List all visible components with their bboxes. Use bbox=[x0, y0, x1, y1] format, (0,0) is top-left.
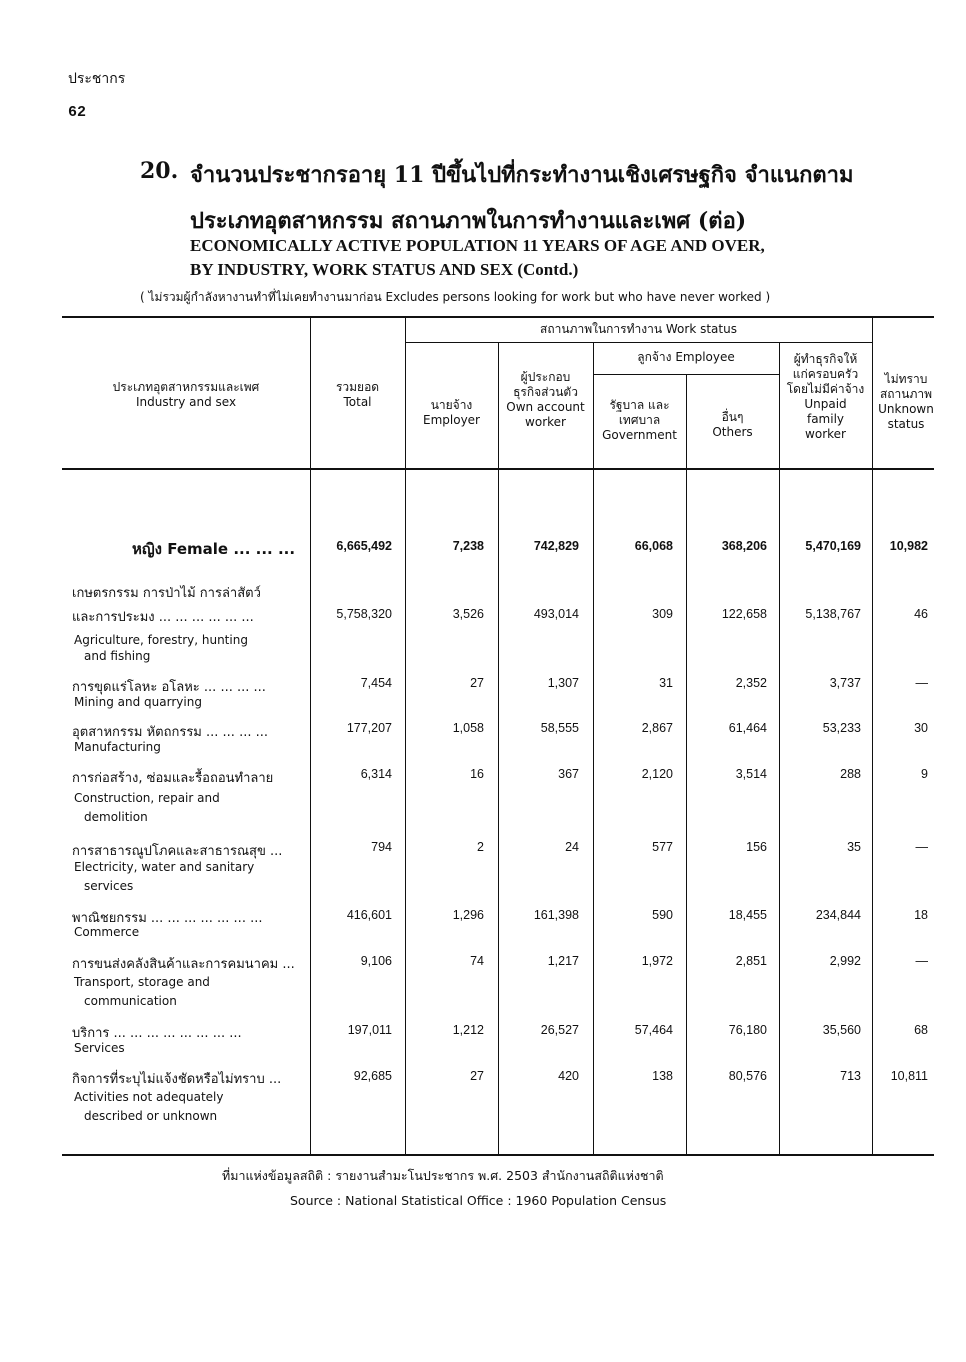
header-unknown-th2: สถานภาพ bbox=[879, 387, 933, 401]
row-label-en: Agriculture, forestry, hunting bbox=[74, 633, 248, 647]
cell-government: 309 bbox=[652, 607, 673, 621]
header-unpaid-th1: ผู้ทำธุรกิจให้ bbox=[793, 352, 858, 366]
row-label-th: พาณิชยกรรม ... ... ... ... ... ... ... bbox=[72, 911, 263, 926]
cell-own-account: 420 bbox=[558, 1069, 579, 1083]
cell-employer: 74 bbox=[470, 954, 484, 968]
row-label-en: communication bbox=[84, 994, 177, 1008]
cell-unknown: 46 bbox=[914, 607, 928, 621]
cell-employer: 1,296 bbox=[452, 908, 484, 922]
header-own-th2: ธุรกิจส่วนตัว bbox=[513, 385, 578, 399]
cell-unknown: — bbox=[915, 954, 928, 968]
cell-government: 57,464 bbox=[634, 1023, 673, 1037]
cell-others: 2,851 bbox=[735, 954, 767, 968]
cell-others: 156 bbox=[746, 840, 767, 854]
header-industry-en: Industry and sex bbox=[135, 395, 237, 409]
cell-employer: 16 bbox=[470, 767, 484, 781]
cell-total: 197,011 bbox=[347, 1023, 392, 1037]
cell-others: 122,658 bbox=[721, 607, 767, 621]
cell-others: 80,576 bbox=[728, 1069, 767, 1083]
cell-unknown: — bbox=[915, 840, 928, 854]
header-gov-th1: รัฐบาล และ bbox=[609, 398, 670, 412]
cell-unpaid: 35 bbox=[847, 840, 861, 854]
header-own-en2: worker bbox=[525, 415, 566, 429]
row-label-th: กิจการที่ระบุไม่แจ้งชัดหรือไม่ทราบ ... bbox=[72, 1072, 282, 1087]
cell-unknown: 10,982 bbox=[889, 539, 928, 553]
cell-unpaid: 5,470,169 bbox=[805, 539, 861, 553]
header-total bbox=[310, 380, 405, 410]
cell-own-account: 58,555 bbox=[540, 721, 579, 735]
cell-others: 61,464 bbox=[728, 721, 767, 735]
row-label-th: เกษตรกรรม การป่าไม้ การล่าสัตว์ bbox=[72, 586, 261, 601]
cell-government: 31 bbox=[659, 676, 673, 690]
cell-unknown: 9 bbox=[921, 767, 928, 781]
cell-total: 6,665,492 bbox=[336, 539, 392, 553]
title-english-line1: ECONOMICALLY ACTIVE POPULATION 11 YEARS OF AGE AND OVER, bbox=[190, 236, 765, 255]
row-label-en: Commerce bbox=[74, 925, 140, 939]
header-employer bbox=[405, 398, 498, 428]
header-gov-th2: เทศบาล bbox=[618, 413, 661, 427]
cell-unknown: 10,811 bbox=[890, 1069, 928, 1083]
row-label-th: การขนส่งคลังสินค้าและการคมนาคม ... bbox=[72, 957, 295, 972]
header-own-th1: ผู้ประกอบ bbox=[520, 370, 571, 384]
row-label-en: demolition bbox=[84, 810, 148, 824]
header-unpaid-en3: worker bbox=[805, 427, 846, 441]
cell-employer: 1,212 bbox=[452, 1023, 484, 1037]
cell-total: 416,601 bbox=[346, 908, 392, 922]
cell-others: 76,180 bbox=[728, 1023, 767, 1037]
cell-others: 3,514 bbox=[735, 767, 767, 781]
cell-own-account: 26,527 bbox=[540, 1023, 579, 1037]
header-others bbox=[686, 410, 779, 440]
cell-employer: 3,526 bbox=[452, 607, 484, 621]
section-label: ประชากร bbox=[68, 71, 126, 87]
header-others-en: Others bbox=[712, 425, 753, 439]
header-unpaid bbox=[779, 352, 872, 442]
table-note: ( ไม่รวมผู้กำลังหางานทำที่ไม่เคยทำงานมาก่อน Excludes persons looking for work but who have never worked ) bbox=[140, 290, 771, 304]
cell-own-account: 1,307 bbox=[547, 676, 579, 690]
source-thai: ที่มาแห่งข้อมูลสถิติ : รายงานสำมะโนประชากร พ.ศ. 2503 สำนักงานสถิติแห่งชาติ bbox=[222, 1168, 664, 1183]
cell-total: 7,454 bbox=[360, 676, 392, 690]
cell-total: 92,685 bbox=[353, 1069, 392, 1083]
row-label-th: หญิง Female ... ... ... bbox=[132, 540, 296, 558]
cell-government: 2,867 bbox=[641, 721, 673, 735]
cell-own-account: 493,014 bbox=[533, 607, 579, 621]
cell-unknown: 68 bbox=[914, 1023, 928, 1037]
cell-unpaid: 3,737 bbox=[829, 676, 861, 690]
col-divider bbox=[686, 375, 687, 1154]
header-gov-en: Government bbox=[602, 428, 677, 442]
row-label-en: Transport, storage and bbox=[74, 975, 210, 989]
cell-total: 6,314 bbox=[360, 767, 392, 781]
cell-total: 9,106 bbox=[360, 954, 392, 968]
page-number: 62 bbox=[68, 104, 87, 121]
header-employee: ลูกจ้าง Employee bbox=[637, 350, 735, 364]
title-english-line2: BY INDUSTRY, WORK STATUS AND SEX (Contd.) bbox=[190, 260, 579, 279]
header-own-account bbox=[498, 370, 593, 430]
header-total-th: รวมยอด bbox=[335, 380, 380, 394]
source-english: Source : National Statistical Office : 1960 Population Census bbox=[290, 1193, 667, 1208]
row-label-en: Mining and quarrying bbox=[74, 695, 202, 709]
row-label-en: services bbox=[84, 879, 134, 893]
title-thai-line2: ประเภทอุตสาหกรรม สถานภาพในการทำงานและเพศ (ต่อ) bbox=[190, 208, 747, 234]
cell-unknown: — bbox=[915, 676, 928, 690]
header-unknown-th1: ไม่ทราบ bbox=[884, 372, 928, 386]
cell-own-account: 367 bbox=[558, 767, 579, 781]
cell-unpaid: 2,992 bbox=[829, 954, 861, 968]
row-label-en: Manufacturing bbox=[74, 740, 161, 754]
work-status-rule bbox=[405, 342, 872, 343]
cell-own-account: 161,398 bbox=[533, 908, 579, 922]
header-unpaid-th3: โดยไม่มีค่าจ้าง bbox=[786, 382, 865, 396]
header-unpaid-th2: แก่ครอบครัว bbox=[792, 367, 859, 381]
row-label-en: described or unknown bbox=[84, 1109, 218, 1123]
row-label-th: และการประมง ... ... ... ... ... ... bbox=[72, 610, 254, 625]
cell-government: 590 bbox=[652, 908, 673, 922]
row-label-th: การสาธารณูปโภคและสาธารณสุข ... bbox=[72, 844, 283, 859]
row-label-en: and fishing bbox=[84, 649, 151, 663]
header-employer-th: นายจ้าง bbox=[430, 398, 473, 412]
cell-government: 66,068 bbox=[634, 539, 673, 553]
cell-unpaid: 53,233 bbox=[822, 721, 861, 735]
cell-unknown: 30 bbox=[914, 721, 928, 735]
header-employer-en: Employer bbox=[423, 413, 480, 427]
cell-own-account: 24 bbox=[565, 840, 579, 854]
row-label-en: Services bbox=[74, 1041, 125, 1055]
cell-others: 2,352 bbox=[735, 676, 767, 690]
cell-total: 177,207 bbox=[346, 721, 392, 735]
table-number: 20. bbox=[140, 158, 179, 184]
row-label-en: Construction, repair and bbox=[74, 791, 220, 805]
header-unpaid-en1: Unpaid bbox=[804, 397, 847, 411]
table-top-rule bbox=[62, 316, 934, 318]
cell-others: 368,206 bbox=[721, 539, 767, 553]
header-total-en: Total bbox=[343, 395, 372, 409]
header-unknown-en1: Unknown bbox=[878, 402, 934, 416]
cell-unpaid: 713 bbox=[840, 1069, 861, 1083]
cell-employer: 2 bbox=[477, 840, 484, 854]
row-label-th: การก่อสร้าง, ซ่อมและรื้อถอนทำลาย bbox=[72, 771, 274, 786]
cell-government: 577 bbox=[652, 840, 673, 854]
cell-total: 5,758,320 bbox=[336, 607, 392, 621]
cell-unknown: 18 bbox=[914, 908, 928, 922]
header-industry bbox=[62, 380, 310, 410]
row-label-th: บริการ ... ... ... ... ... ... ... ... bbox=[72, 1026, 242, 1041]
header-industry-th: ประเภทอุตสาหกรรมและเพศ bbox=[112, 380, 260, 394]
header-others-th: อื่นๆ bbox=[721, 410, 744, 424]
cell-government: 2,120 bbox=[641, 767, 673, 781]
header-unpaid-en2: family bbox=[806, 412, 845, 426]
row-label-th: อุตสาหกรรม หัตถกรรม ... ... ... ... bbox=[72, 725, 268, 740]
header-unknown bbox=[872, 372, 940, 432]
cell-employer: 7,238 bbox=[452, 539, 484, 553]
cell-employer: 1,058 bbox=[452, 721, 484, 735]
cell-unpaid: 234,844 bbox=[815, 908, 861, 922]
title-thai-line1: จำนวนประชากรอายุ 11 ปีขึ้นไปที่กระทำงานเชิงเศรษฐกิจ จำแนกตาม bbox=[190, 162, 854, 188]
cell-own-account: 1,217 bbox=[547, 954, 579, 968]
cell-unpaid: 35,560 bbox=[822, 1023, 861, 1037]
cell-employer: 27 bbox=[470, 676, 484, 690]
row-label-en: Activities not adequately bbox=[74, 1090, 224, 1104]
cell-others: 18,455 bbox=[728, 908, 767, 922]
table-bottom-rule bbox=[62, 1154, 934, 1156]
header-own-en1: Own account bbox=[506, 400, 585, 414]
header-government bbox=[593, 398, 686, 443]
cell-unpaid: 5,138,767 bbox=[805, 607, 861, 621]
cell-unpaid: 288 bbox=[840, 767, 861, 781]
row-label-th: การขุดแร่โลหะ อโลหะ ... ... ... ... bbox=[72, 680, 266, 695]
cell-own-account: 742,829 bbox=[533, 539, 579, 553]
cell-government: 1,972 bbox=[641, 954, 673, 968]
cell-total: 794 bbox=[371, 840, 392, 854]
cell-government: 138 bbox=[652, 1069, 673, 1083]
row-label-en: Electricity, water and sanitary bbox=[74, 860, 255, 874]
cell-employer: 27 bbox=[470, 1069, 484, 1083]
header-work-status: สถานภาพในการทำงาน Work status bbox=[540, 322, 737, 336]
header-unknown-en2: status bbox=[887, 417, 925, 431]
